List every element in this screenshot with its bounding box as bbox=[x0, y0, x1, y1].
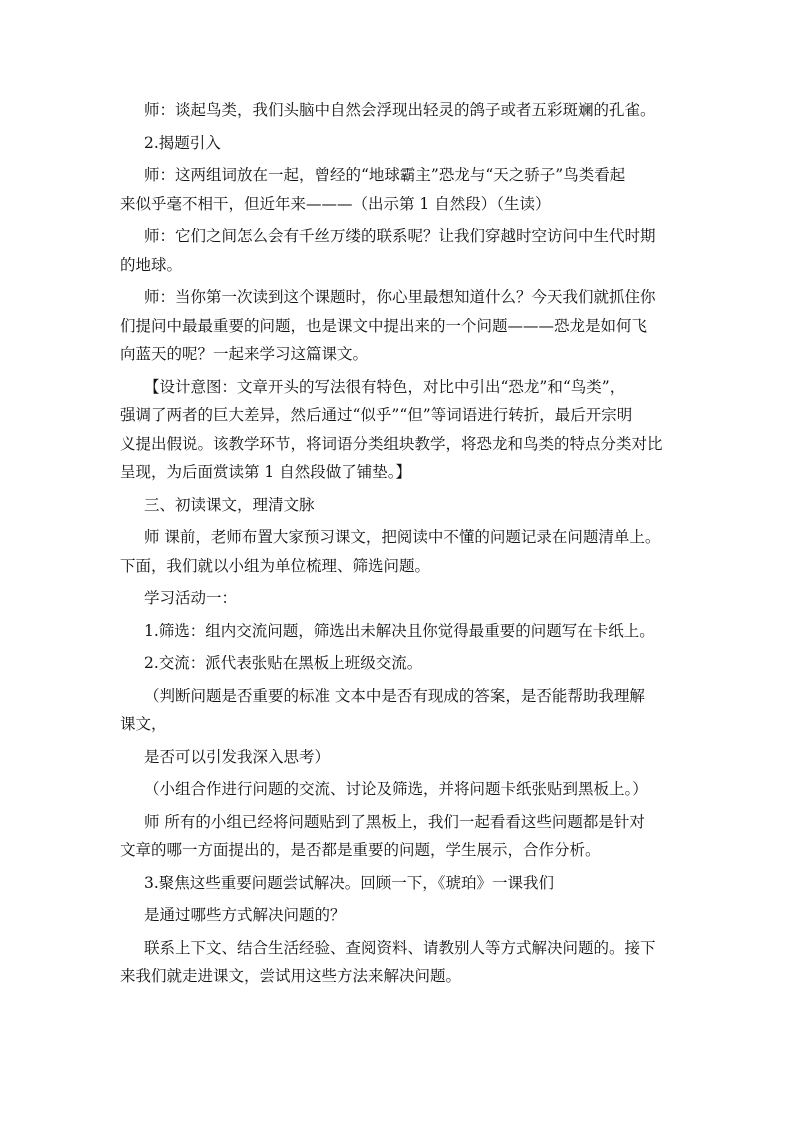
text-line: 呈现，为后面赏读第 1 自然段做了铺垫。】 bbox=[120, 463, 411, 481]
text-line: 师：当你第一次读到这个课题时，你心里最想知道什么？今天我们就抓住你 bbox=[144, 288, 656, 306]
text-line: 师：这两组词放在一起，曾经的“地球霸主”恐龙与“天之骄子”鸟类看起 bbox=[144, 166, 626, 184]
text-line: 强调了两者的巨大差异，然后通过“似乎”“但”等词语进行转折，最后开宗明 bbox=[120, 406, 633, 424]
text-line: 三、初读课文，理清文脉 bbox=[144, 495, 315, 514]
paragraph-teacher-preview bbox=[120, 523, 690, 580]
text-line: 是通过哪些方式解决问题的？ bbox=[144, 906, 346, 924]
text-line: 课文， bbox=[120, 715, 167, 733]
text-line: 2.揭题引入 bbox=[144, 133, 221, 152]
text-line: （小组合作进行问题的交流、讨论及筛选，并将问题卡纸张贴到黑板上。） bbox=[144, 780, 648, 798]
text-line: （判断问题是否重要的标准 文本中是否有现成的答案，是否能帮助我理解 bbox=[144, 686, 645, 705]
text-line: 师：它们之间怎么会有千丝万缕的联系呢？让我们穿越时空访问中生代时期 bbox=[144, 227, 656, 245]
section-heading-first-reading bbox=[120, 491, 690, 520]
paragraph-teacher-two-groups bbox=[120, 161, 690, 218]
text-line: 义提出假说。该教学环节，将词语分类组块教学，将恐龙和鸟类的特点分类对比 bbox=[120, 434, 663, 453]
text-line: 的地球。 bbox=[120, 255, 183, 274]
text-line: 向蓝天的呢？一起来学习这篇课文。 bbox=[120, 345, 369, 363]
text-line: 2.交流：派代表张贴在黑板上班级交流。 bbox=[144, 654, 423, 672]
paragraph-step-focus bbox=[120, 869, 690, 898]
paragraph-step-exchange bbox=[120, 649, 690, 678]
text-line: 来似乎毫不相干，但近年来———（出示第 1 自然段）（生读） bbox=[120, 194, 551, 213]
paragraph-group-cooperation bbox=[120, 775, 690, 804]
text-line: 联系上下文、结合生活经验、查阅资料、请教别人等方式解决问题的。接下 bbox=[144, 938, 656, 957]
text-line: 学习活动一： bbox=[144, 589, 238, 607]
paragraph-teacher-connection bbox=[120, 222, 690, 279]
paragraph-activity-one bbox=[120, 584, 690, 613]
text-line: 3.聚焦这些重要问题尝试解决。回顾一下，《琥珀》一课我们 bbox=[144, 873, 555, 892]
text-line: 师 课前，老师布置大家预习课文，把阅读中不懂的问题记录在问题清单上。 bbox=[144, 528, 661, 546]
text-line: 【设计意图：文章开头的写法很有特色，对比中引出“恐龙”和“鸟类”， bbox=[144, 377, 626, 396]
text-line: 师 所有的小组已经将问题贴到了黑板上，我们一起看看这些问题都是针对 bbox=[144, 812, 645, 831]
paragraph-design-intent bbox=[120, 373, 690, 487]
text-line: 师：谈起鸟类，我们头脑中自然会浮现出轻灵的鸽子或者五彩斑斓的孔雀。 bbox=[144, 101, 656, 119]
paragraph-methods bbox=[120, 934, 690, 991]
paragraph-teacher-birds bbox=[120, 96, 690, 125]
text-line: 文章的哪一方面提出的，是否都是重要的问题，学生展示，合作分析。 bbox=[120, 841, 601, 859]
paragraph-teacher-first-reading bbox=[120, 283, 690, 369]
paragraph-step-focus-cont bbox=[120, 901, 690, 930]
paragraph-teacher-blackboard bbox=[120, 808, 690, 865]
paragraph-criteria bbox=[120, 682, 690, 739]
paragraph-step-filter bbox=[120, 617, 690, 646]
text-line: 来我们就走进课文，尝试用这些方法来解决问题。 bbox=[120, 967, 462, 985]
paragraph-criteria-cont bbox=[120, 743, 690, 772]
document-page bbox=[120, 96, 690, 995]
text-line: 是否可以引发我深入思考） bbox=[144, 747, 331, 766]
text-line: 下面，我们就以小组为单位梳理、筛选问题。 bbox=[120, 556, 431, 575]
paragraph-heading-reveal-topic bbox=[120, 129, 690, 158]
text-line: 1.筛选：组内交流问题，筛选出未解决且你觉得最重要的问题写在卡纸上。 bbox=[144, 621, 655, 640]
text-line: 们提问中最最重要的问题，也是课文中提出来的一个问题———恐龙是如何飞 bbox=[120, 316, 648, 335]
